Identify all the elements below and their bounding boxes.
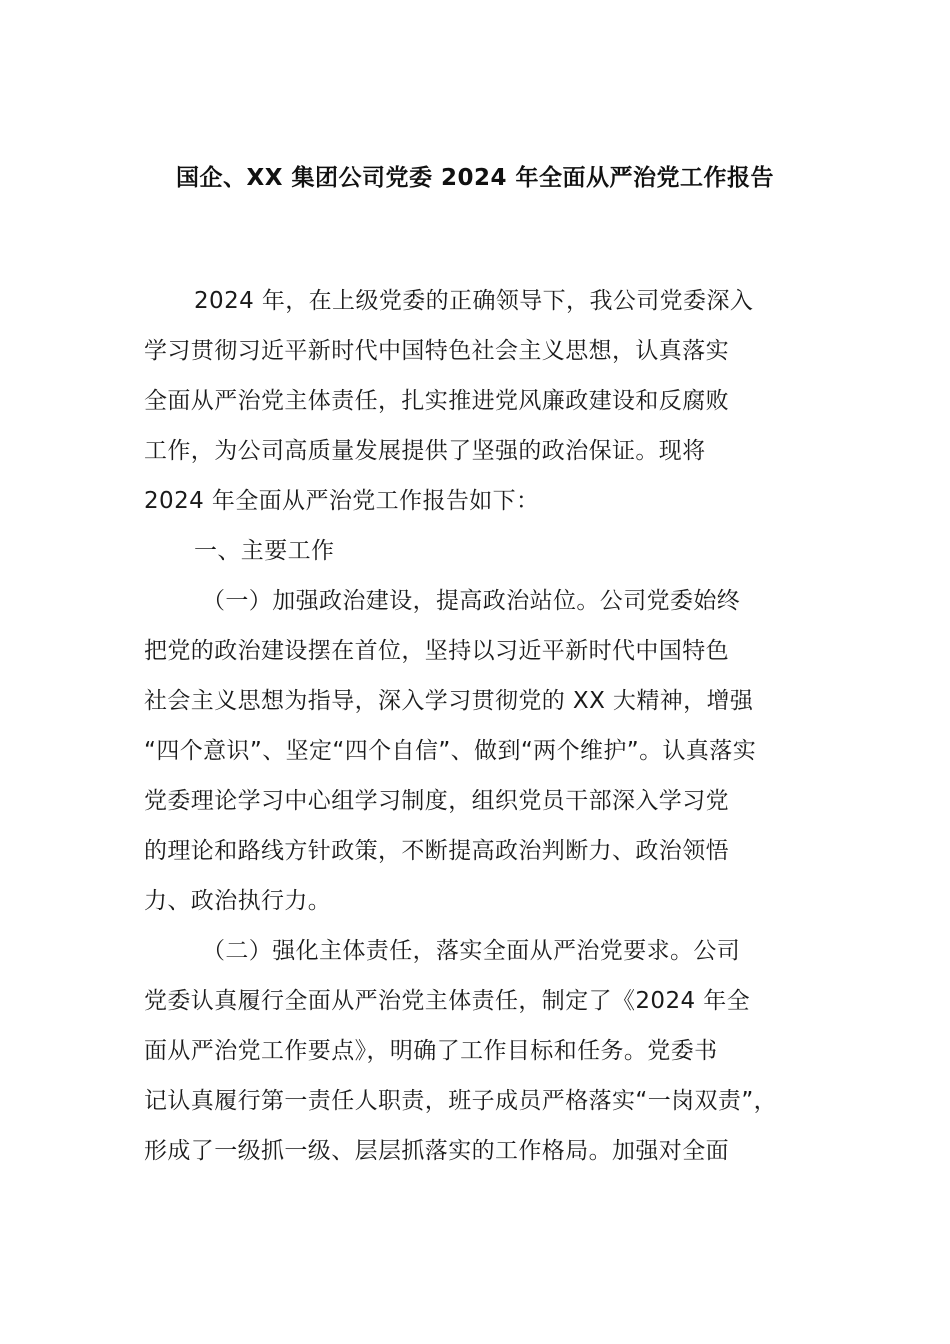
paragraph-line: 党委认真履行全面从严治党主体责任，制定了《2024 年全 [144, 988, 751, 1014]
document-title: 国企、XX 集团公司党委 2024 年全面从严治党工作报告 [175, 165, 774, 191]
paragraph-line: 社会主义思想为指导，深入学习贯彻党的 XX 大精神，增强 [144, 688, 754, 714]
document-body [144, 276, 814, 1176]
paragraph-line: 党委理论学习中心组学习制度，组织党员干部深入学习党 [144, 788, 729, 814]
paragraph-line: 把党的政治建设摆在首位，坚持以习近平新时代中国特色 [144, 638, 729, 664]
paragraph-line: 力、政治执行力。 [144, 888, 332, 914]
paragraph-line: 形成了一级抓一级、层层抓落实的工作格局。加强对全面 [144, 1138, 729, 1164]
paragraph-line: 全面从严治党主体责任，扎实推进党风廉政建设和反腐败 [144, 388, 729, 414]
paragraph-line: 2024 年，在上级党委的正确领导下，我公司党委深入 [194, 288, 754, 314]
section-heading: 一、主要工作 [194, 538, 335, 564]
paragraph-line: 记认真履行第一责任人职责，班子成员严格落实“一岗双责”， [144, 1088, 778, 1114]
paragraph-line: 面从严治党工作要点》，明确了工作目标和任务。党委书 [144, 1038, 718, 1064]
paragraph-line: 工作，为公司高质量发展提供了坚强的政治保证。现将 [144, 438, 706, 464]
paragraph-line: “四个意识”、坚定“四个自信”、做到“两个维护”。认真落实 [144, 738, 757, 764]
paragraph-line: 学习贯彻习近平新时代中国特色社会主义思想，认真落实 [144, 338, 729, 364]
paragraph-line: 的理论和路线方针政策，不断提高政治判断力、政治领悟 [144, 838, 729, 864]
paragraph-line: 2024 年全面从严治党工作报告如下： [144, 488, 540, 514]
paragraph-line: （二）强化主体责任，落实全面从严治党要求。公司 [202, 938, 741, 964]
paragraph-line: （一）加强政治建设，提高政治站位。公司党委始终 [202, 588, 741, 614]
